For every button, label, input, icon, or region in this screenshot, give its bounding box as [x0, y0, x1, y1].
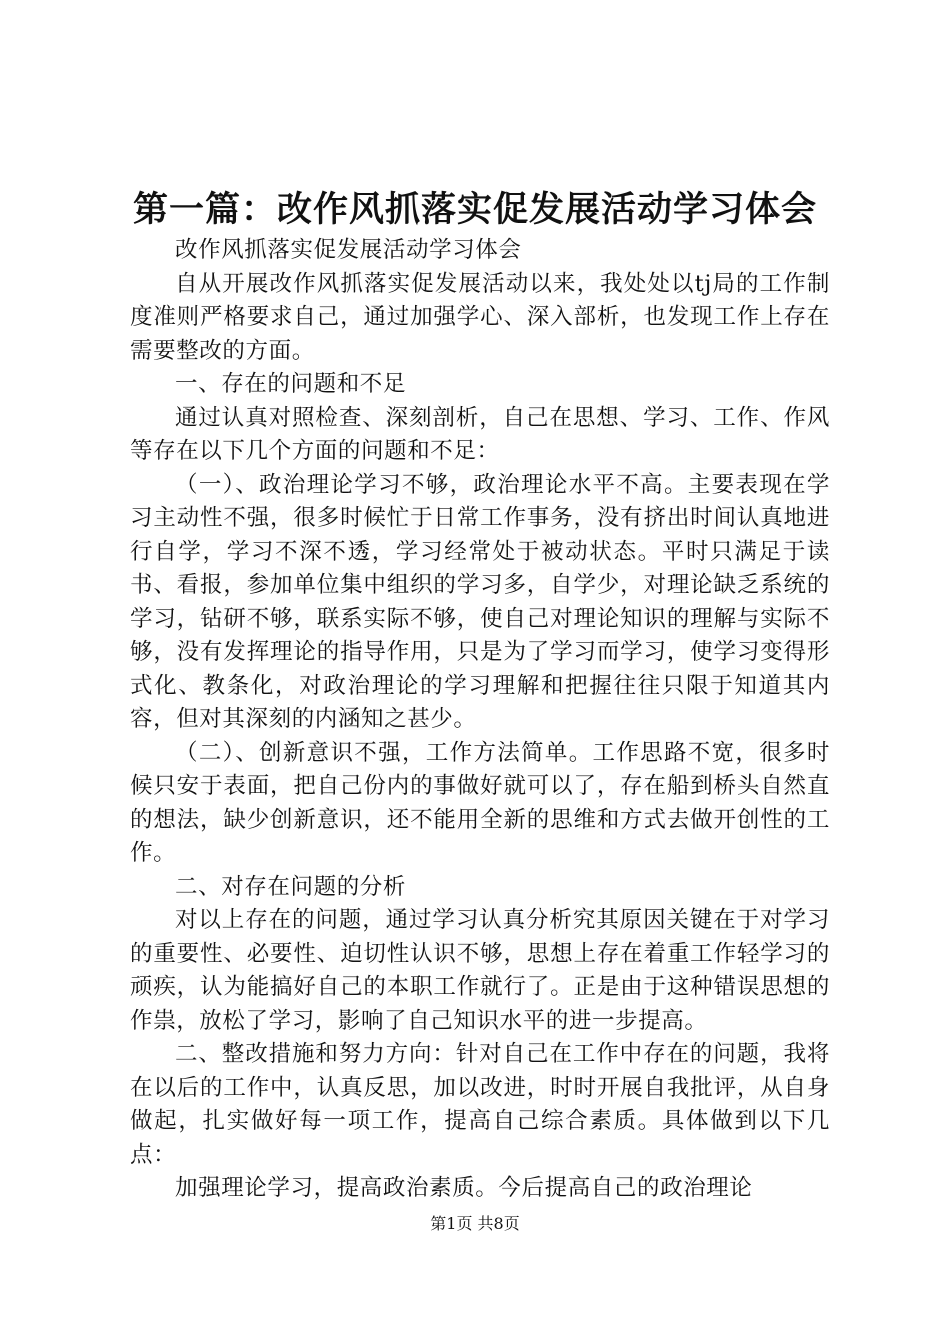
heading-problems: 一、存在的问题和不足 [175, 371, 407, 397]
document-title: 第一篇：改作风抓落实促发展活动学习体会 [132, 189, 817, 230]
paragraph-problem-two: （二）、创新意识不强，工作方法简单。工作思路不宽，很多时候只安于表面，把自己份内的事做好就可以了，存在船到桥头自然直的想法，缺少创新意识，还不能用全新的思维和方式去做开创性的工作。 [130, 739, 830, 866]
paragraph-intro: 自从开展改作风抓落实促发展活动以来，我处处以tj局的工作制度准则严格要求自己，通过加强学心、深入部析，也发现工作上存在需要整改的方面。 [130, 270, 830, 364]
paragraph-subtitle: 改作风抓落实促发展活动学习体会 [175, 237, 522, 263]
document-body [130, 234, 830, 1206]
paragraph-problems-intro: 通过认真对照检查、深刻剖析，自己在思想、学习、工作、作风等存在以下几个方面的问题和不足： [130, 404, 830, 464]
paragraph-theory-study: 加强理论学习，提高政治素质。今后提高自己的政治理论 [175, 1175, 753, 1201]
page-number: 第1页 共8页 [430, 1214, 520, 1233]
paragraph-measures: 二、整改措施和努力方向：针对自己在工作中存在的问题，我将在以后的工作中，认真反思，加以改进，时时开展自我批评，从自身做起，扎实做好每一项工作，提高自己综合素质。具体做到以下几点： [130, 1041, 830, 1168]
paragraph-problem-one: （一）、政治理论学习不够，政治理论水平不高。主要表现在学习主动性不强，很多时候忙于日常工作事务，没有挤出时间认真地进行自学，学习不深不透，学习经常处于被动状态。平时只满足于读书、看报，参加单位集中组织的学习多，自学少，对理论缺乏系统的学习，钻研不够，联系实际不够，使自己对理论知识的理解与实际不够，没有发挥理论的指导作用，只是为了学习而学习，使学习变得形式化、教条化，对政治理论的学习理解和把握往往只限于知道其内容，但对其深刻的内涵知之甚少。 [130, 471, 830, 732]
page-footer [0, 1212, 950, 1236]
heading-analysis: 二、对存在问题的分析 [175, 873, 407, 900]
paragraph-analysis: 对以上存在的问题，通过学习认真分析究其原因关键在于对学习的重要性、必要性、迫切性认识不够，思想上存在着重工作轻学习的顽疾，认为能搞好自己的本职工作就行了。正是由于这种错误思想的作祟，放松了学习，影响了自己知识水平的进一步提高。 [130, 907, 830, 1034]
